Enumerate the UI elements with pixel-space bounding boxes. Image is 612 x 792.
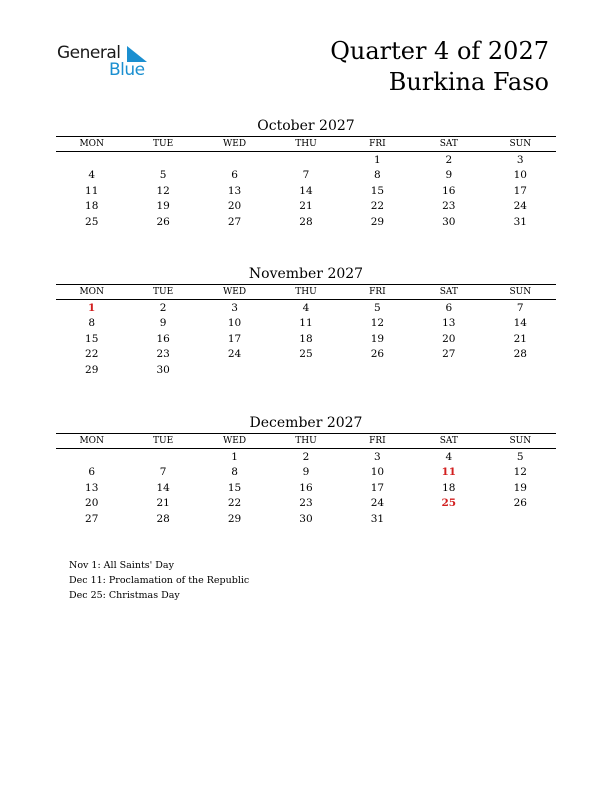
country-title: Burkina Faso [388, 68, 549, 96]
day-cell: 15 [227, 481, 242, 494]
day-cell: 8 [231, 466, 238, 479]
day-cell: 22 [370, 200, 385, 213]
logo-text-general: General [57, 43, 121, 63]
weekday-header: SAT [413, 285, 484, 300]
day-cell: 4 [88, 169, 96, 182]
day-cell: 19 [513, 481, 527, 494]
day-cell: 12 [513, 466, 527, 479]
weekday-header: SUN [485, 434, 556, 449]
day-cell: 15 [370, 184, 385, 197]
day-cell: 3 [231, 301, 238, 314]
day-cell: 9 [445, 169, 453, 182]
day-cell: 6 [88, 466, 96, 479]
day-cell: 30 [299, 512, 313, 525]
day-cell: 31 [513, 215, 527, 228]
day-cell: 6 [231, 169, 238, 182]
day-cell: 18 [442, 481, 456, 494]
weekday-header: SAT [413, 434, 484, 449]
day-cell: 24 [370, 497, 385, 510]
day-cell: 6 [445, 301, 453, 314]
day-cell: 17 [227, 332, 242, 345]
day-cell: 23 [299, 497, 313, 510]
empty-day-cell [413, 362, 484, 378]
week-row [56, 199, 556, 215]
day-cell: 12 [370, 317, 385, 330]
month-november [56, 264, 556, 378]
weekday-header: SUN [485, 137, 556, 152]
day-cell: 11 [299, 317, 313, 330]
weekday-header-row [56, 137, 556, 152]
day-cell: 21 [299, 200, 313, 213]
day-cell: 24 [227, 348, 242, 361]
week-row [56, 331, 556, 347]
day-cell: 10 [227, 317, 242, 330]
weekday-header: TUE [127, 137, 198, 152]
weekday-header: FRI [342, 137, 413, 152]
week-row [56, 168, 556, 184]
day-cell: 27 [227, 215, 242, 228]
week-row [56, 496, 556, 512]
weekday-header: SAT [413, 137, 484, 152]
month-title: November 2027 [248, 266, 364, 282]
weekday-header: TUE [127, 434, 198, 449]
day-cell: 28 [513, 348, 527, 361]
day-cell: 19 [370, 332, 385, 345]
day-cell: 15 [85, 332, 99, 345]
day-cell: 8 [88, 317, 96, 330]
day-cell: 19 [156, 200, 170, 213]
weekday-header: THU [270, 285, 341, 300]
holiday-day-cell: 11 [441, 466, 457, 479]
empty-day-cell [56, 152, 127, 168]
holiday-day-cell: 25 [441, 497, 457, 510]
day-cell: 13 [85, 481, 99, 494]
month-title: October 2027 [257, 118, 355, 134]
week-row [56, 183, 556, 199]
day-cell: 1 [231, 450, 238, 463]
empty-day-cell [127, 449, 198, 465]
week-row [56, 449, 556, 465]
day-cell: 21 [156, 497, 170, 510]
page-title [330, 36, 549, 98]
week-row [56, 316, 556, 332]
day-cell: 2 [445, 153, 453, 166]
day-cell: 3 [516, 153, 524, 166]
weekday-header: FRI [342, 434, 413, 449]
day-cell: 17 [513, 184, 527, 197]
generalblue-logo [57, 43, 157, 83]
weekday-header-row [56, 285, 556, 300]
weekday-header: MON [56, 434, 127, 449]
holiday-note: Dec 11: Proclamation of the Republic [69, 575, 250, 586]
day-cell: 25 [299, 348, 313, 361]
calendar-grid [56, 284, 556, 378]
day-cell: 20 [85, 497, 99, 510]
day-cell: 21 [513, 332, 527, 345]
day-cell: 24 [513, 200, 527, 213]
empty-day-cell [199, 152, 270, 168]
day-cell: 27 [442, 348, 456, 361]
empty-day-cell [56, 449, 127, 465]
day-cell: 29 [370, 215, 385, 228]
day-cell: 16 [299, 481, 313, 494]
day-cell: 13 [442, 317, 456, 330]
day-cell: 5 [516, 450, 524, 463]
holiday-day-cell: 1 [88, 301, 96, 314]
day-cell: 7 [302, 169, 310, 182]
week-row [56, 465, 556, 481]
day-cell: 14 [299, 184, 313, 197]
day-cell: 29 [227, 512, 242, 525]
month-december [56, 413, 556, 527]
day-cell: 17 [370, 481, 385, 494]
day-cell: 9 [302, 466, 310, 479]
week-row [56, 300, 556, 316]
day-cell: 29 [85, 363, 99, 376]
empty-day-cell [127, 152, 198, 168]
day-cell: 30 [156, 363, 170, 376]
day-cell: 8 [374, 169, 381, 182]
holiday-note: Dec 25: Christmas Day [69, 590, 180, 601]
quarter-title: Quarter 4 of 2027 [330, 37, 549, 65]
day-cell: 18 [299, 332, 313, 345]
empty-day-cell [270, 362, 341, 378]
day-cell: 20 [442, 332, 456, 345]
day-cell: 28 [299, 215, 313, 228]
week-row [56, 511, 556, 527]
weekday-header: THU [270, 137, 341, 152]
day-cell: 2 [159, 301, 167, 314]
day-cell: 1 [374, 153, 381, 166]
week-row [56, 362, 556, 378]
day-cell: 16 [156, 332, 170, 345]
logo-text-blue: Blue [109, 60, 145, 80]
empty-day-cell [485, 511, 556, 527]
day-cell: 10 [370, 466, 385, 479]
empty-day-cell [413, 511, 484, 527]
day-cell: 16 [442, 184, 456, 197]
month-october [56, 116, 556, 230]
day-cell: 12 [156, 184, 170, 197]
weekday-header: FRI [342, 285, 413, 300]
empty-day-cell [485, 362, 556, 378]
calendar-grid [56, 136, 556, 230]
day-cell: 14 [513, 317, 527, 330]
week-row [56, 347, 556, 363]
day-cell: 9 [159, 317, 167, 330]
day-cell: 26 [513, 497, 527, 510]
day-cell: 2 [302, 450, 310, 463]
day-cell: 27 [85, 512, 99, 525]
week-row [56, 152, 556, 168]
day-cell: 13 [227, 184, 242, 197]
day-cell: 11 [85, 184, 99, 197]
holiday-notes [69, 558, 249, 603]
empty-day-cell [199, 362, 270, 378]
day-cell: 26 [370, 348, 385, 361]
weekday-header: TUE [127, 285, 198, 300]
day-cell: 18 [85, 200, 99, 213]
day-cell: 3 [374, 450, 381, 463]
day-cell: 26 [156, 215, 170, 228]
weekday-header: MON [56, 285, 127, 300]
day-cell: 22 [85, 348, 99, 361]
day-cell: 4 [445, 450, 453, 463]
weekday-header: WED [199, 137, 270, 152]
month-title: December 2027 [249, 415, 363, 431]
weekday-header-row [56, 434, 556, 449]
holiday-note: Nov 1: All Saints' Day [69, 560, 174, 571]
weekday-header: MON [56, 137, 127, 152]
week-row [56, 480, 556, 496]
weekday-header: WED [199, 285, 270, 300]
day-cell: 22 [227, 497, 242, 510]
day-cell: 4 [302, 301, 310, 314]
day-cell: 25 [85, 215, 99, 228]
day-cell: 5 [374, 301, 381, 314]
day-cell: 7 [159, 466, 167, 479]
day-cell: 31 [370, 512, 385, 525]
day-cell: 20 [227, 200, 242, 213]
day-cell: 10 [513, 169, 527, 182]
weekday-header: SUN [485, 285, 556, 300]
weekday-header: THU [270, 434, 341, 449]
weekday-header: WED [199, 434, 270, 449]
day-cell: 14 [156, 481, 170, 494]
day-cell: 23 [442, 200, 456, 213]
week-row [56, 214, 556, 230]
day-cell: 23 [156, 348, 170, 361]
empty-day-cell [270, 152, 341, 168]
day-cell: 30 [442, 215, 456, 228]
empty-day-cell [342, 362, 413, 378]
calendar-grid [56, 433, 556, 527]
day-cell: 28 [156, 512, 170, 525]
day-cell: 7 [516, 301, 524, 314]
day-cell: 5 [159, 169, 167, 182]
